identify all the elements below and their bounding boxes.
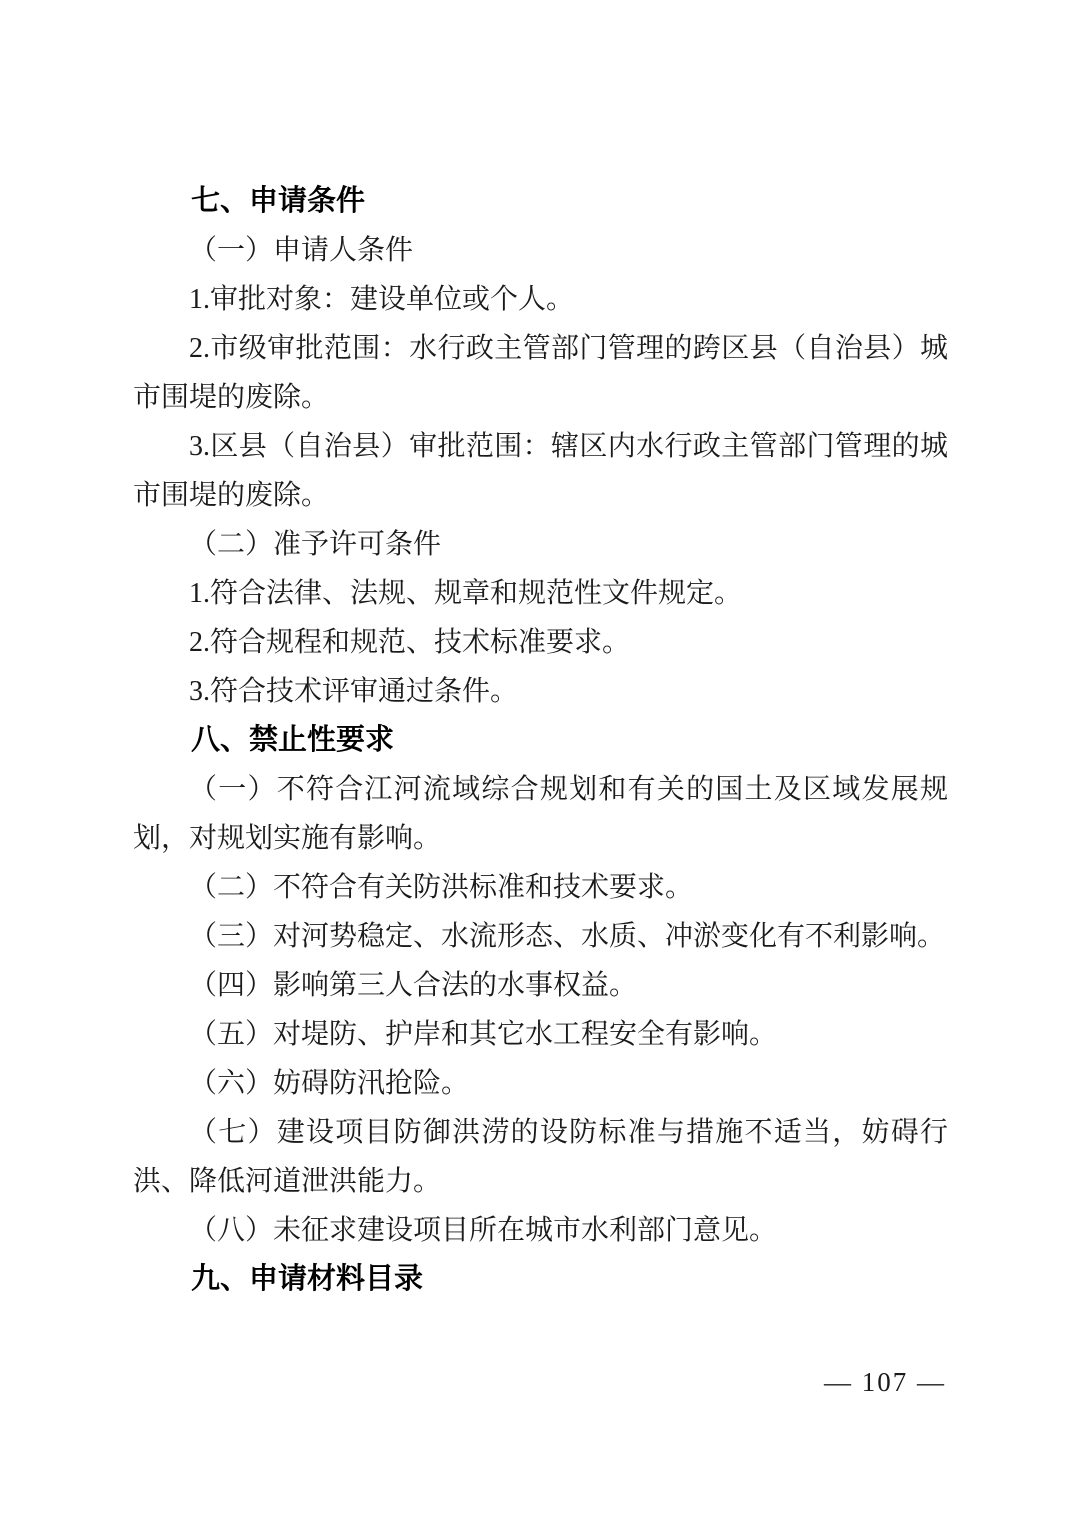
paragraph: （二）准予许可条件 — [189, 529, 442, 560]
paragraph: （一）不符合江河流域综合规划和有关的国土及区域发展规划，对规划实施有影响。 — [133, 774, 948, 854]
section-heading: 九、申请材料目录 — [191, 1263, 424, 1295]
paragraph: （三）对河势稳定、水流形态、水质、冲淤变化有不利影响。 — [189, 921, 946, 952]
paragraph: 2.市级审批范围：水行政主管部门管理的跨区县（自治县）城市围堤的废除。 — [133, 333, 948, 413]
paragraph: 1.审批对象：建设单位或个人。 — [189, 284, 575, 315]
paragraph: 2.符合规程和规范、技术标准要求。 — [189, 627, 631, 658]
paragraph: （五）对堤防、护岸和其它水工程安全有影响。 — [189, 1019, 778, 1050]
paragraph: （二）不符合有关防洪标准和技术要求。 — [189, 872, 694, 903]
paragraph: （七）建设项目防御洪涝的设防标准与措施不适当，妨碍行洪、降低河道泄洪能力。 — [133, 1117, 948, 1197]
document-body — [133, 177, 948, 1304]
paragraph: 3.符合技术评审通过条件。 — [189, 676, 519, 707]
section-heading: 七、申请条件 — [191, 185, 366, 217]
paragraph: （八）未征求建设项目所在城市水利部门意见。 — [189, 1215, 778, 1246]
paragraph: 3.区县（自治县）审批范围：辖区内水行政主管部门管理的城市围堤的废除。 — [133, 431, 948, 511]
paragraph: （一）申请人条件 — [189, 235, 414, 266]
section-heading: 八、禁止性要求 — [191, 724, 395, 756]
paragraph: 1.符合法律、法规、规章和规范性文件规定。 — [189, 578, 743, 609]
paragraph: （六）妨碍防汛抢险。 — [189, 1068, 470, 1099]
page-number: — 107 — — [824, 1367, 946, 1397]
paragraph: （四）影响第三人合法的水事权益。 — [189, 970, 638, 1001]
